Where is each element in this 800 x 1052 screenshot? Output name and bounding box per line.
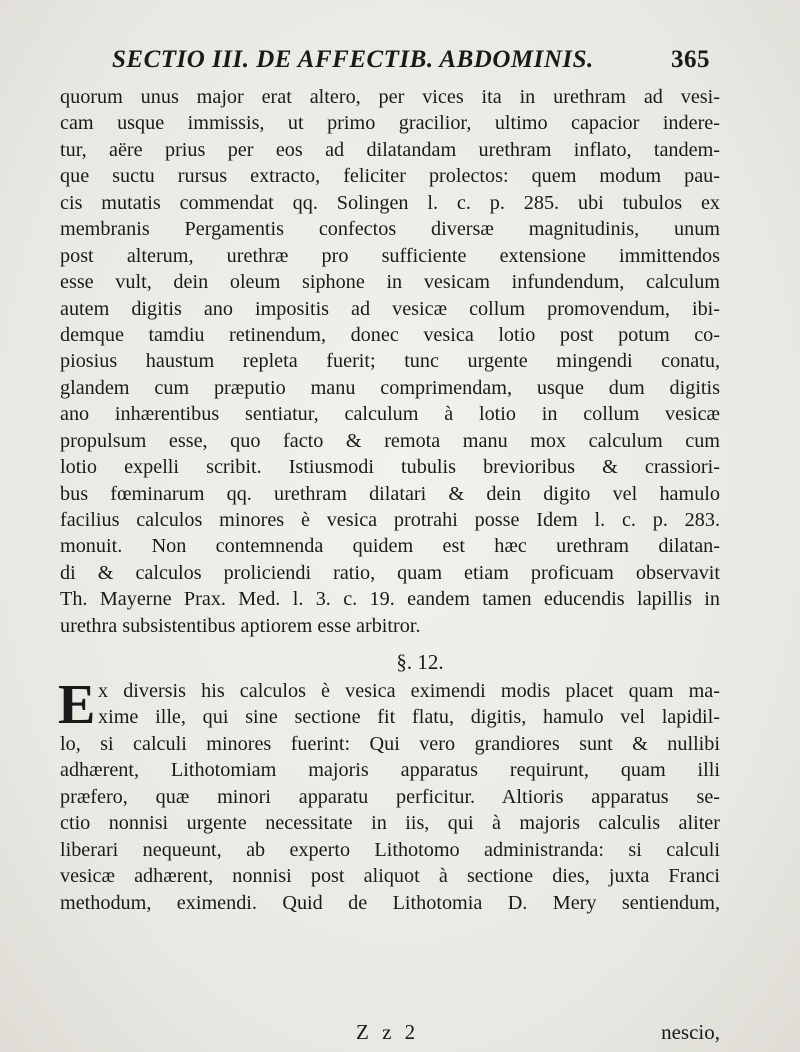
text-line: esse vult, dein oleum siphone in vesicam infundendum, calculum [60, 271, 720, 294]
text-line: ctio nonnisi urgente necessitate in iis, qui à majoris calculis aliter [60, 812, 720, 835]
signature-mark: Z z 2 [356, 1020, 420, 1044]
text-line: que suctu rursus extracto, feliciter prolectos: quem modum pau- [60, 165, 720, 188]
text-line: præfero, quæ minori apparatu perficitur. Altioris apparatus se- [60, 785, 720, 808]
paragraph-1 [60, 84, 720, 639]
text-line: facilius calculos minores è vesica protrahi posse Idem l. c. p. 283. [60, 509, 720, 531]
text-line: glandem cum præputio manu comprimendam, usque dum digitis [60, 376, 720, 399]
text-line: quorum unus major erat altero, per vices ita in urethram ad vesi- [60, 86, 720, 108]
text-line: liberari nequeunt, ab experto Lithotomo administranda: si calculi [60, 838, 720, 861]
text-line: methodum, eximendi. Quid de Lithotomia D. Mery sentiendum, [60, 891, 720, 914]
text-line: post alterum, urethræ pro sufficiente extensione immittendos [60, 244, 720, 267]
text-line: vesicæ adhærent, nonnisi post aliquot à sectione dies, juxta Franci [60, 865, 720, 888]
text-line: di & calculos proliciendi ratio, quam etiam proficuam observavit [60, 561, 720, 584]
text-line: adhærent, Lithotomiam majoris apparatus requirunt, quam illi [60, 759, 720, 782]
catchword: nescio, [661, 1020, 720, 1044]
running-header [112, 40, 710, 84]
text-line: cis mutatis commendat qq. Solingen l. c. p. 285. ubi tubulos ex [60, 191, 720, 214]
text-line: tur, aëre prius per eos ad dilatandam urethram inflato, tandem- [60, 138, 720, 161]
text-line: ano inhærentibus sentiatur, calculum à lotio in collum vesicæ [60, 403, 720, 426]
text-line: cam usque immissis, ut primo gracilior, ultimo capacior indere- [60, 112, 720, 135]
text-line: autem digitis ano impositis ad vesicæ collum promovendum, ibi- [60, 297, 720, 320]
text-line: xime ille, qui sine sectione fit flatu, digitis, hamulo vel lapidil- [98, 706, 720, 729]
text-line-content: x diversis his calculos è vesica eximendi modis placet quam ma- [98, 680, 720, 702]
text-line: membranis Pergamentis confectos diversæ magnitudinis, unum [60, 218, 720, 241]
text-line: monuit. Non contemnenda quidem est hæc urethram dilatan- [60, 535, 720, 558]
text-line: lotio expelli scribit. Istiusmodi tubulis brevioribus & crassiori- [60, 456, 720, 479]
text-line: urethra subsistentibus aptiorem esse arbitror. [60, 614, 421, 637]
drop-cap: E [58, 674, 96, 736]
page-number: 365 [671, 46, 710, 73]
text-line: piosius haustum repleta fuerit; tunc urgente mingendi conatu, [60, 350, 720, 373]
text-line: lo, si calculi minores fuerint: Qui vero grandiores sunt & nullibi [60, 732, 720, 755]
text-line: Th. Mayerne Prax. Med. l. 3. c. 19. eandem tamen educendis lapillis in [60, 588, 720, 611]
paragraph-2 [58, 674, 720, 916]
page-footer [60, 1020, 720, 1048]
running-title: SECTIO III. DE AFFECTIB. ABDOMINIS. [112, 46, 594, 73]
text-line: demque tamdiu retinendum, donec vesica lotio post potum co- [60, 323, 720, 346]
section-mark: §. 12. [396, 650, 444, 674]
text-line: bus fœminarum qq. urethram dilatari & dein digito vel hamulo [60, 482, 720, 505]
text-line: propulsum esse, quo facto & remota manu mox calculum cum [60, 429, 720, 452]
